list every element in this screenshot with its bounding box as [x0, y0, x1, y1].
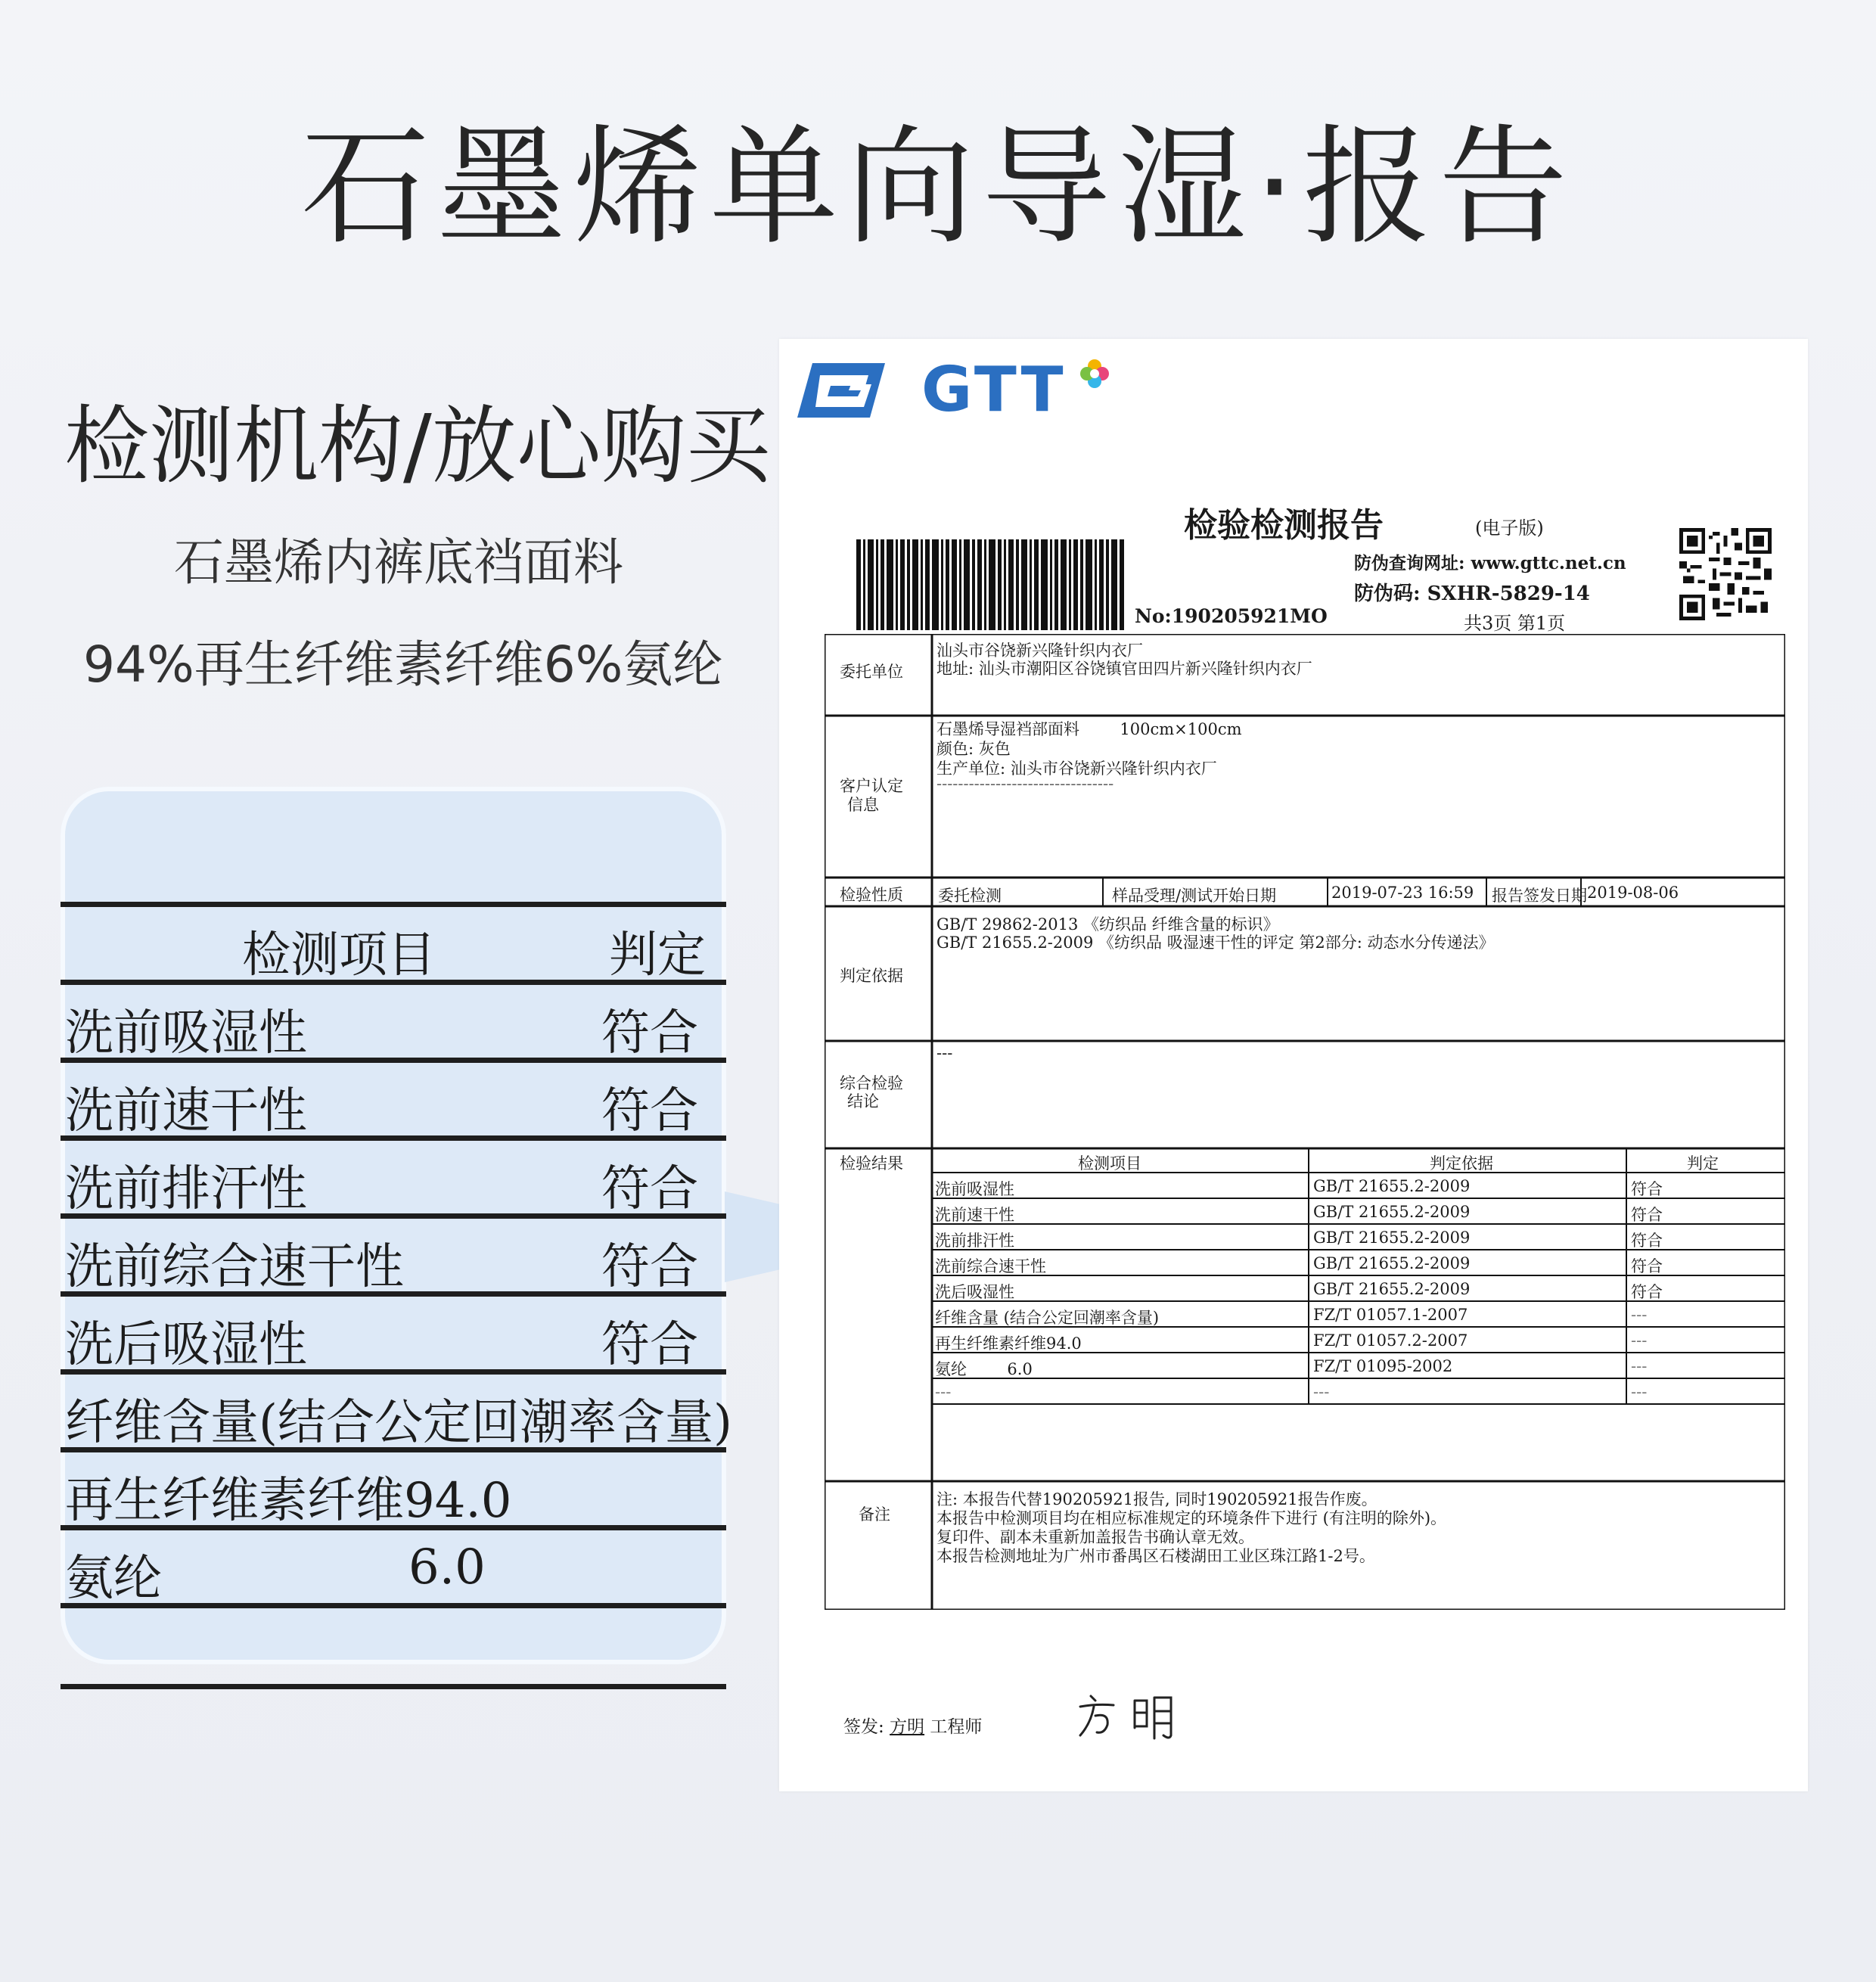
customer-color: 颜色: 灰色 — [936, 740, 1011, 758]
results-result: --- — [1631, 1306, 1648, 1324]
client-name: 汕头市谷饶新兴隆针织内衣厂 — [936, 642, 1143, 660]
barcode — [856, 539, 1125, 630]
summary-header-result: 判定 — [609, 927, 706, 983]
results-result: --- — [1631, 1383, 1648, 1401]
label-conclusion-1: 综合检验 — [840, 1074, 903, 1092]
summary-item: 洗后吸湿性 — [65, 1317, 307, 1373]
summary-value: 6.0 — [408, 1539, 486, 1595]
label-remarks: 备注 — [859, 1505, 890, 1524]
summary-result: 符合 — [601, 1161, 698, 1217]
table-row-empty — [61, 1608, 726, 1689]
summary-item: 再生纤维素纤维94.0 — [65, 1473, 512, 1529]
summary-item: 纤维含量(结合公定回潮率含量) — [65, 1395, 732, 1451]
results-result: 符合 — [1631, 1232, 1663, 1250]
remark-line: 注: 本报告代替190205921报告, 同时190205921报告作废。 — [936, 1490, 1377, 1508]
results-basis: FZ/T 01057.1-2007 — [1313, 1306, 1468, 1324]
label-customer-info-2: 信息 — [847, 796, 879, 814]
results-item: --- — [935, 1383, 952, 1401]
results-basis: FZ/T 01057.2-2007 — [1313, 1331, 1468, 1350]
results-item: 氨纶 6.0 — [935, 1360, 1033, 1378]
basis-line-1: GB/T 29862-2013 《纺织品 纤维含量的标识》 — [936, 915, 1279, 934]
signature-line — [843, 1713, 982, 1738]
results-item: 再生纤维素纤维94.0 — [935, 1334, 1082, 1353]
results-basis: GB/T 21655.2-2009 — [1313, 1177, 1471, 1195]
table-row — [61, 1063, 726, 1141]
summary-item: 洗前排汗性 — [65, 1161, 307, 1217]
results-header-result: 判定 — [1687, 1154, 1719, 1173]
results-header-basis: 判定依据 — [1430, 1154, 1493, 1173]
results-basis: FZ/T 01095-2002 — [1313, 1357, 1453, 1375]
report-edition: (电子版) — [1475, 517, 1544, 539]
results-header-item: 检测项目 — [1078, 1154, 1141, 1173]
label-customer-info-1: 客户认定 — [840, 777, 903, 795]
summary-header-row — [61, 902, 726, 985]
results-item: 纤维含量 (结合公定回潮率含量) — [935, 1309, 1160, 1327]
page-count: 共3页 第1页 — [1464, 613, 1566, 634]
label-client: 委托单位 — [840, 663, 903, 681]
table-row — [61, 1297, 726, 1375]
customer-producer: 生产单位: 汕头市谷饶新兴隆针织内衣厂 — [936, 760, 1217, 778]
table-row — [61, 1530, 726, 1608]
report-number: No:190205921MO — [1135, 605, 1328, 627]
summary-item: 氨纶 — [65, 1551, 162, 1607]
sample-date: 2019-07-23 16:59 — [1331, 884, 1474, 902]
handwritten-signature — [1074, 1685, 1180, 1746]
table-row-empty — [61, 1689, 726, 1704]
issue-date: 2019-08-06 — [1587, 884, 1679, 902]
logo-text: GTT — [921, 354, 1067, 426]
table-row — [61, 985, 726, 1063]
results-basis: --- — [1313, 1383, 1330, 1401]
results-item: 洗前排汗性 — [935, 1232, 1014, 1250]
signer-role: 工程师 — [930, 1717, 983, 1737]
results-result: 符合 — [1631, 1283, 1663, 1301]
remark-line: 本报告中检测项目均在相应标准规定的环境条件下进行 (有注明的除外)。 — [936, 1509, 1447, 1527]
summary-result: 符合 — [601, 1317, 698, 1373]
summary-header-item: 检测项目 — [242, 927, 436, 983]
results-item: 洗前综合速干性 — [935, 1257, 1046, 1275]
results-basis: GB/T 21655.2-2009 — [1313, 1203, 1471, 1221]
customer-sample: 石墨烯导湿裆部面料 100cm×100cm — [936, 720, 1242, 738]
page-title: 石墨烯单向导湿·报告 — [300, 113, 1576, 263]
results-item: 洗前速干性 — [935, 1206, 1014, 1224]
remark-line: 本报告检测地址为广州市番禺区石楼湖田工业区珠江路1-2号。 — [936, 1547, 1375, 1565]
label-results: 检验结果 — [840, 1154, 903, 1173]
summary-result: 符合 — [601, 1239, 698, 1295]
results-basis: GB/T 21655.2-2009 — [1313, 1254, 1471, 1272]
summary-result: 符合 — [601, 1083, 698, 1139]
client-address: 地址: 汕头市潮阳区谷饶镇官田四片新兴隆针织内衣厂 — [936, 660, 1312, 678]
conclusion-text: --- — [936, 1044, 953, 1062]
results-result: --- — [1631, 1331, 1648, 1350]
summary-table — [61, 902, 732, 1704]
fabric-description: 石墨烯内裤底裆面料 — [174, 533, 623, 592]
results-result: --- — [1631, 1357, 1648, 1375]
query-site: 防伪查询网址: www.gttc.net.cn — [1354, 553, 1626, 573]
issue-date-label: 报告签发日期 — [1492, 887, 1587, 905]
table-row — [61, 1375, 732, 1452]
signature-label: 签发: — [843, 1717, 884, 1737]
color-flower-icon — [1079, 359, 1110, 389]
gtt-logo-icon — [796, 360, 887, 421]
sample-date-label: 样品受理/测试开始日期 — [1112, 887, 1277, 905]
report-document — [779, 339, 1808, 1791]
customer-dashes: --------------------------------- — [936, 775, 1114, 793]
fabric-composition: 94%再生纤维素纤维6%氨纶 — [83, 635, 723, 694]
summary-item: 洗前吸湿性 — [65, 1005, 307, 1061]
results-basis: GB/T 21655.2-2009 — [1313, 1229, 1471, 1247]
results-item: 洗后吸湿性 — [935, 1283, 1014, 1301]
anti-fake-code: 防伪码: SXHR-5829-14 — [1354, 582, 1590, 605]
label-basis: 判定依据 — [840, 967, 903, 985]
table-row — [61, 1141, 726, 1219]
signer-name: 方明 — [890, 1717, 925, 1737]
results-result: 符合 — [1631, 1206, 1663, 1224]
results-result: 符合 — [1631, 1180, 1663, 1198]
table-row — [61, 1452, 726, 1530]
summary-item: 洗前综合速干性 — [65, 1239, 404, 1295]
results-basis: GB/T 21655.2-2009 — [1313, 1280, 1471, 1298]
label-conclusion-2: 结论 — [847, 1092, 879, 1111]
report-title: 检验检测报告 — [1184, 506, 1384, 545]
inspection-type: 委托检测 — [938, 887, 1002, 905]
remark-line: 复印件、副本未重新加盖报告书确认章无效。 — [936, 1528, 1254, 1546]
label-inspection-type: 检验性质 — [840, 886, 903, 904]
results-item: 洗前吸湿性 — [935, 1180, 1014, 1198]
summary-result: 符合 — [601, 1005, 698, 1061]
results-result: 符合 — [1631, 1257, 1663, 1275]
table-row — [61, 1219, 726, 1297]
section-subtitle: 检测机构/放心购买 — [64, 397, 771, 496]
qr-code — [1679, 528, 1772, 620]
summary-item: 洗前速干性 — [65, 1083, 307, 1139]
basis-line-2: GB/T 21655.2-2009 《纺织品 吸湿速干性的评定 第2部分: 动态水分传递法》 — [936, 934, 1495, 952]
